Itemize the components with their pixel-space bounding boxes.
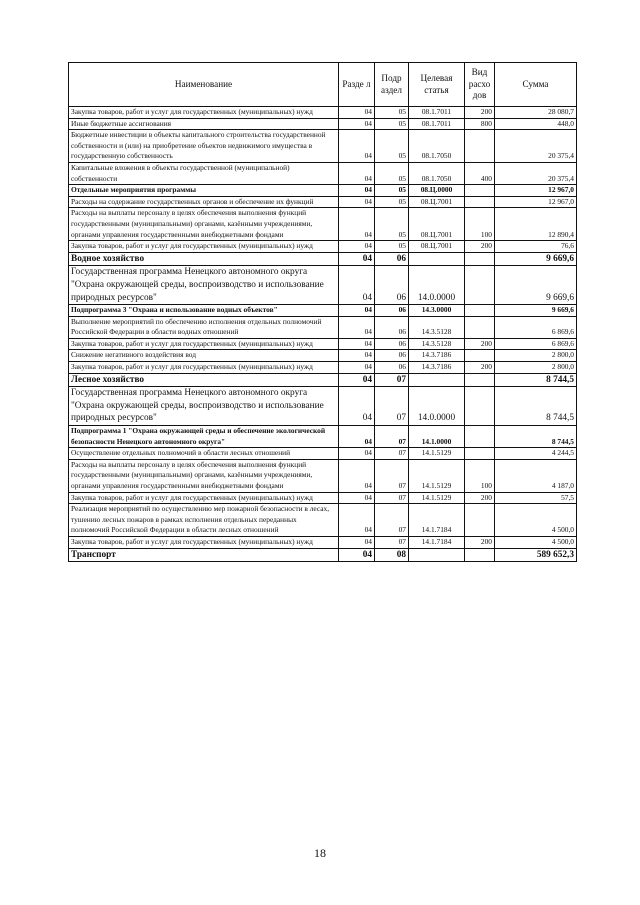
cell-exp-type: 800 (465, 118, 495, 130)
table-row (69, 536, 577, 548)
cell-target: 14.0.0000 (409, 266, 465, 305)
cell-target: 08.Ц.7001 (409, 196, 465, 208)
table-row (69, 373, 577, 387)
cell-sum: 589 652,3 (495, 548, 577, 562)
cell-section: 04 (339, 426, 375, 448)
cell-sum: 6 869,6 (495, 316, 577, 338)
cell-target: 14.3.7186 (409, 362, 465, 374)
cell-subsection: 05 (375, 185, 409, 197)
cell-exp-type (465, 130, 495, 163)
cell-section: 04 (339, 536, 375, 548)
table-row (69, 387, 577, 426)
cell-target: 14.1.5129 (409, 459, 465, 492)
cell-exp-type (465, 350, 495, 362)
cell-section: 04 (339, 162, 375, 184)
cell-subsection: 06 (375, 338, 409, 350)
cell-sum: 76,6 (495, 241, 577, 253)
cell-exp-type (465, 305, 495, 317)
cell-exp-type: 200 (465, 492, 495, 504)
cell-exp-type: 200 (465, 241, 495, 253)
cell-section: 04 (339, 492, 375, 504)
cell-exp-type (465, 426, 495, 448)
cell-subsection: 07 (375, 426, 409, 448)
cell-section: 04 (339, 350, 375, 362)
cell-sum: 9 669,6 (495, 305, 577, 317)
cell-section: 04 (339, 252, 375, 266)
cell-sum: 4 244,5 (495, 448, 577, 460)
cell-section: 04 (339, 130, 375, 163)
cell-target: 14.0.0000 (409, 387, 465, 426)
cell-name: Реализация мероприятий по осуществлению мер пожарной безопасности в лесах, тушению лесных пожаров в рамках исполнения отдельных переданных полномочий Российской Федерации в области лесных отношений (69, 504, 339, 537)
cell-subsection: 07 (375, 504, 409, 537)
table-row (69, 492, 577, 504)
table-header-row (69, 63, 577, 107)
cell-section: 04 (339, 185, 375, 197)
cell-name: Выполнение мероприятий по обеспечению исполнения отдельных полномочий Российской Федерации в области водных отношений (69, 316, 339, 338)
cell-target: 08.1.7011 (409, 118, 465, 130)
cell-exp-type: 200 (465, 107, 495, 119)
cell-section: 04 (339, 448, 375, 460)
cell-section: 04 (339, 338, 375, 350)
table-row (69, 162, 577, 184)
cell-sum: 448,0 (495, 118, 577, 130)
cell-target: 08.1.7050 (409, 162, 465, 184)
cell-subsection: 07 (375, 387, 409, 426)
cell-subsection: 06 (375, 305, 409, 317)
cell-section: 04 (339, 316, 375, 338)
cell-sum: 4 187,0 (495, 459, 577, 492)
cell-sum: 20 375,4 (495, 130, 577, 163)
cell-name: Расходы на выплаты персоналу в целях обеспечения выполнения функций государственными (муниципальными) органами, казёнными учреждениями, органами управления государственными внебюджетными фондами (69, 459, 339, 492)
cell-subsection: 07 (375, 448, 409, 460)
cell-name: Расходы на выплаты персоналу в целях обеспечения выполнения функций государственными (муниципальными) органами, казёнными учреждениями, органами управления государственными внебюджетными фондами (69, 208, 339, 241)
cell-exp-type: 400 (465, 162, 495, 184)
cell-target (409, 548, 465, 562)
table-row (69, 504, 577, 537)
cell-section: 04 (339, 305, 375, 317)
table-row (69, 448, 577, 460)
cell-target: 14.1.5129 (409, 448, 465, 460)
cell-sum: 8 744,5 (495, 373, 577, 387)
cell-sum: 12 967,0 (495, 196, 577, 208)
table-row (69, 185, 577, 197)
header-sum: Сумма (495, 63, 577, 107)
table-row (69, 548, 577, 562)
cell-sum: 8 744,5 (495, 387, 577, 426)
table-row (69, 130, 577, 163)
cell-exp-type: 100 (465, 459, 495, 492)
cell-exp-type: 200 (465, 362, 495, 374)
cell-subsection: 05 (375, 241, 409, 253)
cell-section: 04 (339, 362, 375, 374)
cell-name: Закупка товаров, работ и услуг для государственных (муниципальных) нужд (69, 536, 339, 548)
cell-target: 08.Ц.7001 (409, 208, 465, 241)
cell-target: 14.1.7184 (409, 504, 465, 537)
cell-name: Закупка товаров, работ и услуг для государственных (муниципальных) нужд (69, 338, 339, 350)
cell-name: Закупка товаров, работ и услуг для государственных (муниципальных) нужд (69, 241, 339, 253)
cell-sum: 4 500,0 (495, 536, 577, 548)
cell-exp-type (465, 252, 495, 266)
cell-name: Расходы на содержание государственных органов и обеспечение их функций (69, 196, 339, 208)
cell-sum: 4 500,0 (495, 504, 577, 537)
cell-target: 08.1.7011 (409, 107, 465, 119)
cell-target: 14.3.0000 (409, 305, 465, 317)
cell-subsection: 05 (375, 107, 409, 119)
cell-name: Отдельные мероприятия программы (69, 185, 339, 197)
cell-target: 14.1.0000 (409, 426, 465, 448)
cell-name: Закупка товаров, работ и услуг для государственных (муниципальных) нужд (69, 492, 339, 504)
cell-sum: 6 869,6 (495, 338, 577, 350)
cell-subsection: 05 (375, 162, 409, 184)
table-row (69, 426, 577, 448)
cell-sum: 9 669,6 (495, 252, 577, 266)
cell-subsection: 06 (375, 350, 409, 362)
cell-subsection: 07 (375, 492, 409, 504)
cell-subsection: 06 (375, 316, 409, 338)
cell-sum: 12 890,4 (495, 208, 577, 241)
cell-section: 04 (339, 459, 375, 492)
cell-exp-type (465, 185, 495, 197)
table-row (69, 338, 577, 350)
cell-target: 14.3.5128 (409, 316, 465, 338)
table-row (69, 208, 577, 241)
cell-section: 04 (339, 107, 375, 119)
cell-subsection: 07 (375, 536, 409, 548)
cell-target: 14.3.5128 (409, 338, 465, 350)
cell-section: 04 (339, 118, 375, 130)
cell-exp-type (465, 196, 495, 208)
table-row (69, 252, 577, 266)
budget-table (68, 62, 577, 562)
cell-section: 04 (339, 548, 375, 562)
cell-target: 14.1.5129 (409, 492, 465, 504)
header-exp-type: Вид расхо дов (465, 63, 495, 107)
cell-exp-type (465, 387, 495, 426)
cell-exp-type (465, 504, 495, 537)
cell-sum: 28 080,7 (495, 107, 577, 119)
cell-exp-type (465, 316, 495, 338)
cell-section: 04 (339, 196, 375, 208)
cell-name: Капитальные вложения в объекты государственной (муниципальной) собственности (69, 162, 339, 184)
cell-sum: 12 967,0 (495, 185, 577, 197)
header-subsection: Подр аздел (375, 63, 409, 107)
cell-target (409, 373, 465, 387)
cell-name: Водное хозяйство (69, 252, 339, 266)
table-row (69, 107, 577, 119)
cell-subsection: 06 (375, 266, 409, 305)
table-row (69, 266, 577, 305)
cell-name: Подпрограмма 3 "Охрана и использование водных объектов" (69, 305, 339, 317)
cell-name: Иные бюджетные ассигнования (69, 118, 339, 130)
cell-subsection: 06 (375, 252, 409, 266)
cell-subsection: 08 (375, 548, 409, 562)
table-body (69, 107, 577, 562)
cell-subsection: 06 (375, 362, 409, 374)
cell-subsection: 07 (375, 373, 409, 387)
cell-sum: 20 375,4 (495, 162, 577, 184)
cell-sum: 2 800,0 (495, 350, 577, 362)
cell-name: Закупка товаров, работ и услуг для государственных (муниципальных) нужд (69, 362, 339, 374)
cell-section: 04 (339, 241, 375, 253)
cell-exp-type (465, 548, 495, 562)
cell-target: 08.Ц.7001 (409, 241, 465, 253)
cell-sum: 8 744,5 (495, 426, 577, 448)
cell-sum: 2 800,0 (495, 362, 577, 374)
cell-name: Транспорт (69, 548, 339, 562)
cell-target: 14.1.7184 (409, 536, 465, 548)
cell-subsection: 05 (375, 118, 409, 130)
cell-exp-type: 200 (465, 338, 495, 350)
cell-exp-type (465, 266, 495, 305)
table-row (69, 316, 577, 338)
cell-name: Лесное хозяйство (69, 373, 339, 387)
cell-section: 04 (339, 373, 375, 387)
table-row (69, 196, 577, 208)
cell-target (409, 252, 465, 266)
cell-sum: 57,5 (495, 492, 577, 504)
cell-exp-type (465, 448, 495, 460)
page-number: 18 (314, 846, 326, 860)
cell-subsection: 07 (375, 459, 409, 492)
header-name: Наименование (69, 63, 339, 107)
table-row (69, 362, 577, 374)
cell-subsection: 05 (375, 208, 409, 241)
cell-name: Бюджетные инвестиции в объекты капитального строительства государственной собственности и (или) на приобретение объектов недвижимого имущества в государственную собственность (69, 130, 339, 163)
header-section: Разде л (339, 63, 375, 107)
cell-name: Закупка товаров, работ и услуг для государственных (муниципальных) нужд (69, 107, 339, 119)
cell-sum: 9 669,6 (495, 266, 577, 305)
cell-subsection: 05 (375, 196, 409, 208)
table-row (69, 241, 577, 253)
cell-name: Снижение негативного воздействия вод (69, 350, 339, 362)
cell-exp-type: 100 (465, 208, 495, 241)
cell-section: 04 (339, 387, 375, 426)
cell-subsection: 05 (375, 130, 409, 163)
cell-target: 14.3.7186 (409, 350, 465, 362)
cell-target: 08.Ц.0000 (409, 185, 465, 197)
cell-target: 08.1.7050 (409, 130, 465, 163)
cell-name: Государственная программа Ненецкого автономного округа "Охрана окружающей среды, воспроизводство и использование природных ресурсов" (69, 266, 339, 305)
cell-name: Государственная программа Ненецкого автономного округа "Охрана окружающей среды, воспроизводство и использование природных ресурсов" (69, 387, 339, 426)
cell-name: Осуществление отдельных полномочий в области лесных отношений (69, 448, 339, 460)
table-row (69, 459, 577, 492)
cell-name: Подпрограмма 1 "Охрана окружающей среды и обеспечение экологической безопасности Ненецкого автономного округа" (69, 426, 339, 448)
cell-section: 04 (339, 208, 375, 241)
table-row (69, 350, 577, 362)
cell-section: 04 (339, 266, 375, 305)
table-row (69, 305, 577, 317)
cell-exp-type (465, 373, 495, 387)
header-target: Целевая статья (409, 63, 465, 107)
cell-exp-type: 200 (465, 536, 495, 548)
table-row (69, 118, 577, 130)
cell-section: 04 (339, 504, 375, 537)
